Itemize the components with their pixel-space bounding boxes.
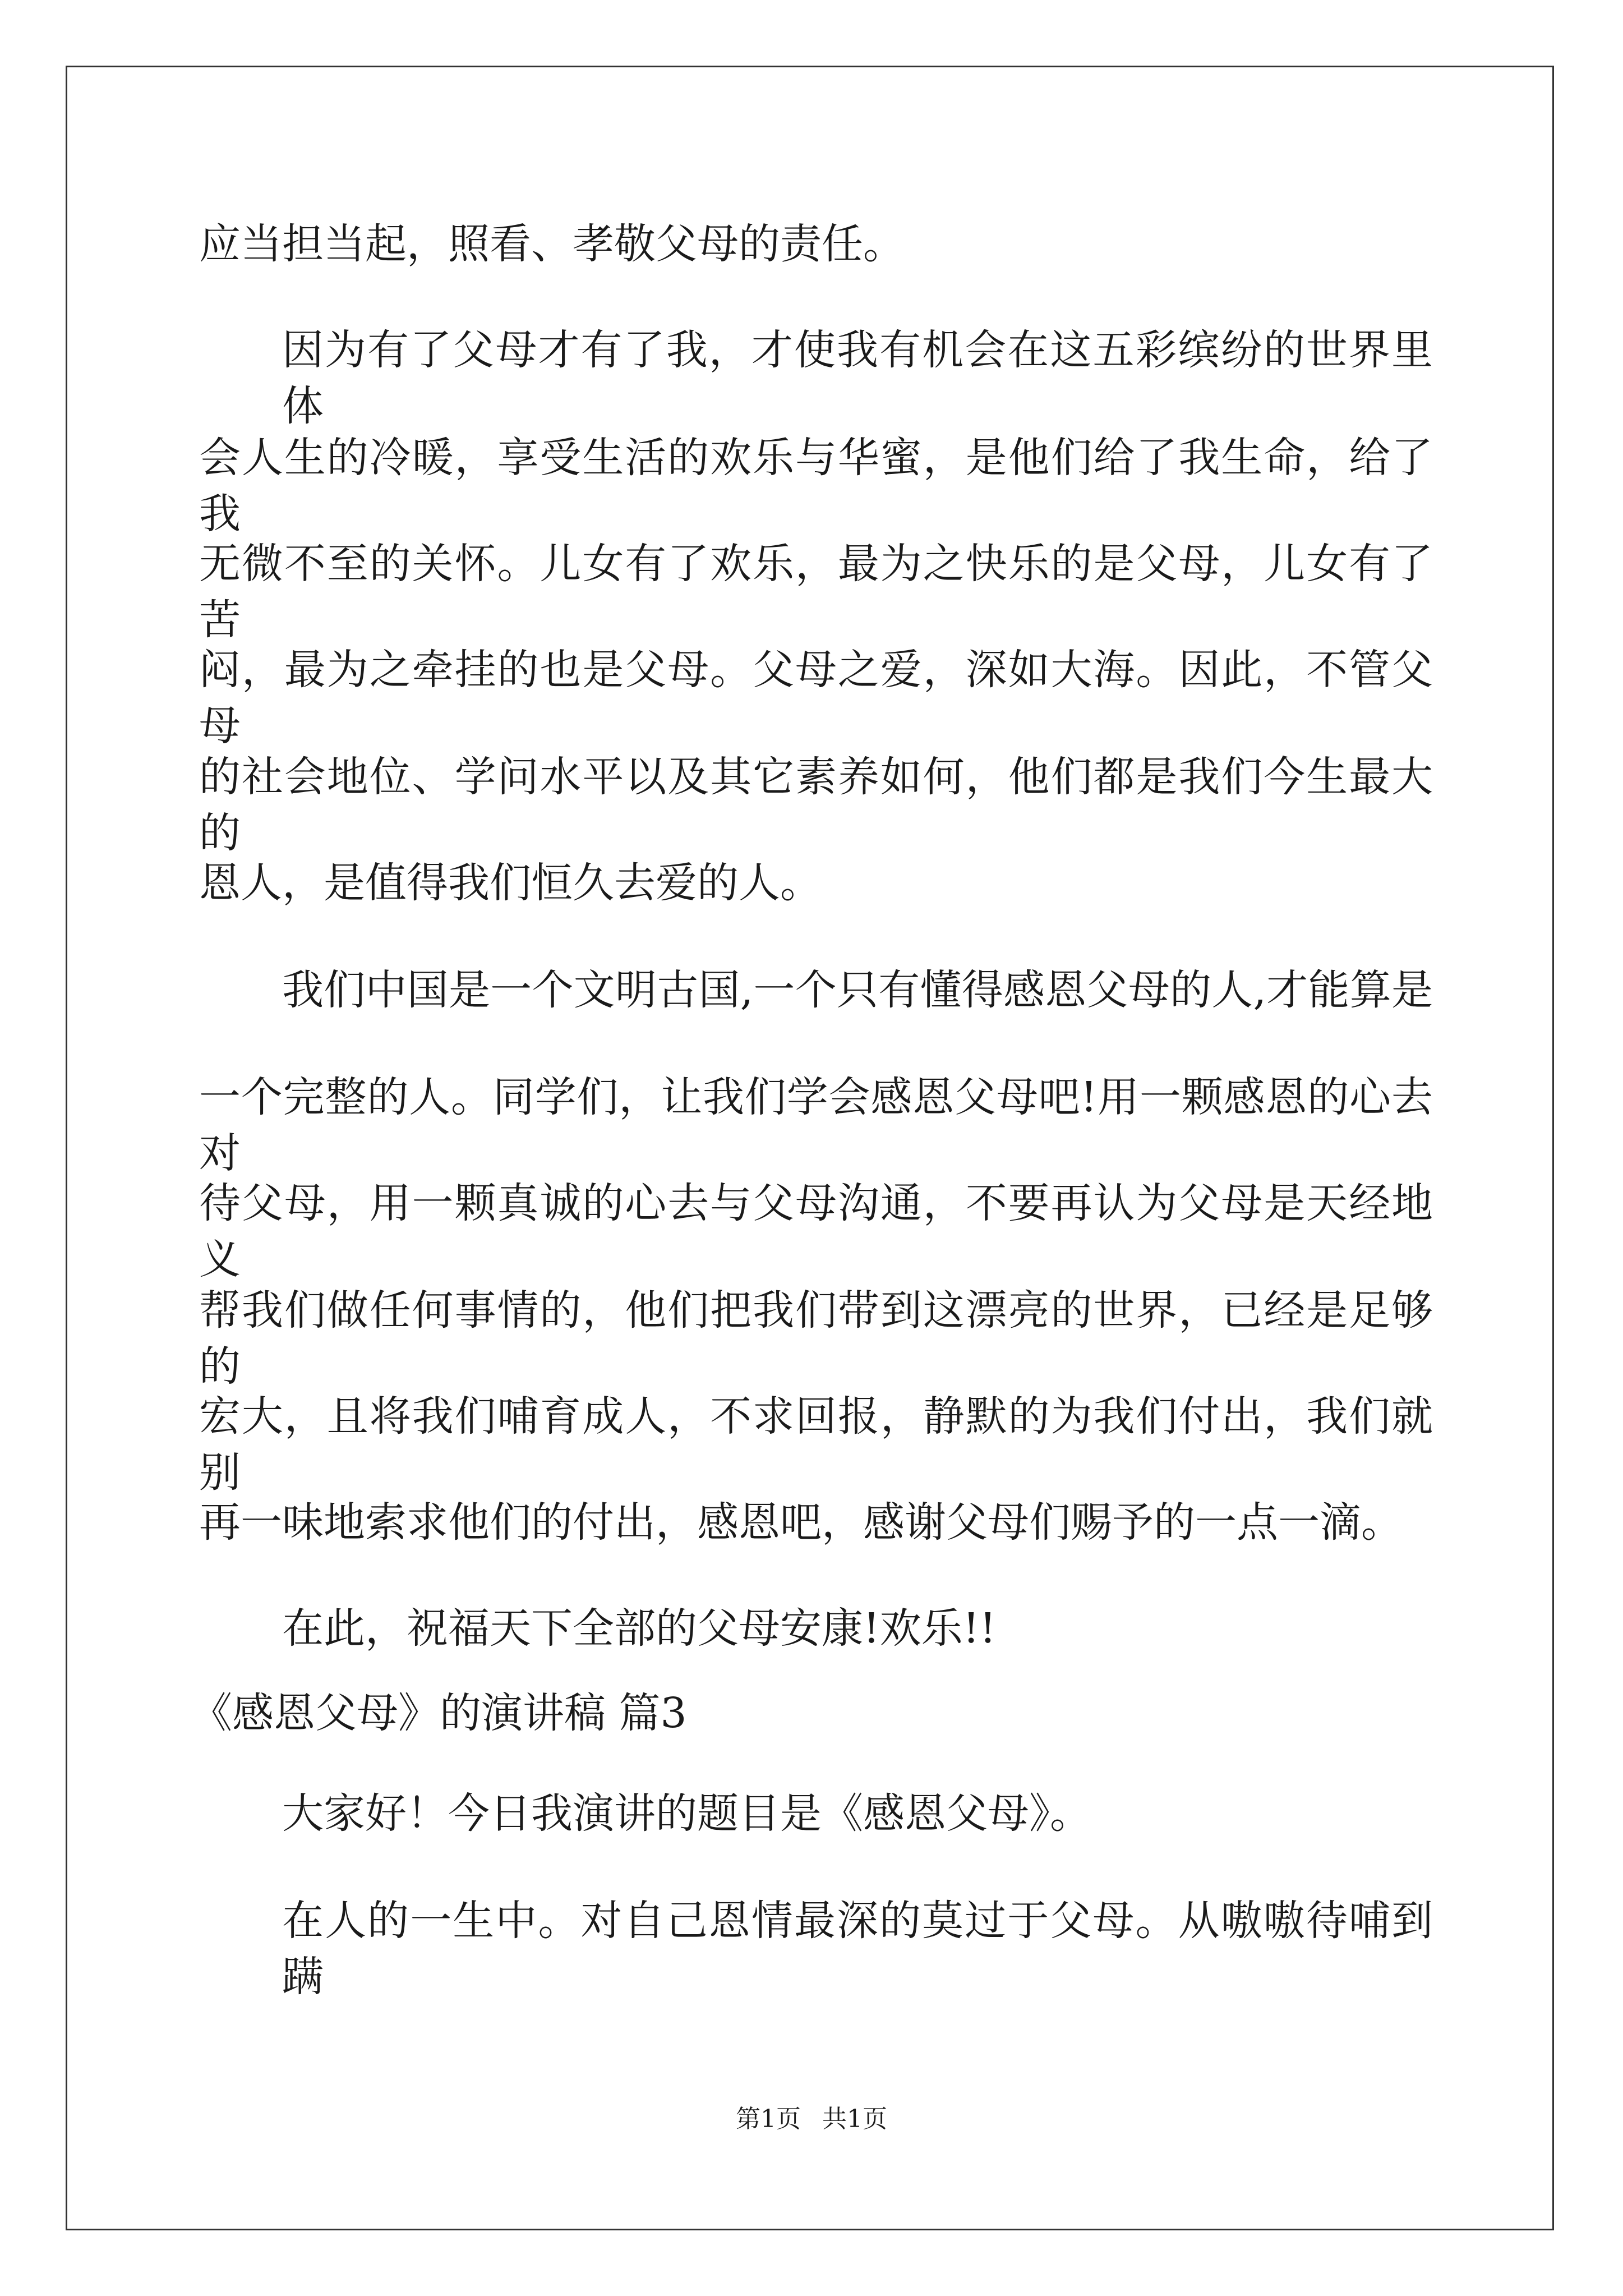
paragraph-first-line: 在此，祝福天下全部的父母安康!欢乐!! [282, 1604, 997, 1653]
section-heading: 《感恩父母》的演讲稿 篇3 [191, 1689, 687, 1737]
paragraph-first-line: 大家好！今日我演讲的题目是《感恩父母》。 [282, 1789, 1091, 1838]
text-line: 会人生的冷暖，享受生活的欢乐与华蜜，是他们给了我生命，给了我 [199, 434, 1433, 538]
text-line: 帮我们做任何事情的，他们把我们带到这漂亮的世界，已经是足够的 [199, 1286, 1433, 1391]
page-footer [0, 2102, 1623, 2136]
text-line: 恩人，是值得我们恒久去爱的人。 [199, 859, 822, 907]
page-total: 共1页 [822, 2105, 887, 2133]
paragraph-first-line: 我们中国是一个文明古国,一个只有懂得感恩父母的人,才能算是 [282, 966, 1433, 1014]
text-line: 待父母，用一颗真诚的心去与父母沟通，不要再认为父母是天经地义 [199, 1179, 1433, 1283]
text-line: 一个完整的人。同学们，让我们学会感恩父母吧!用一颗感恩的心去对 [199, 1073, 1433, 1177]
paragraph-first-line: 在人的一生中。对自己恩情最深的莫过于父母。从嗷嗷待哺到蹒 [282, 1897, 1433, 2001]
text-line: 宏大，且将我们哺育成人，不求回报，静默的为我们付出，我们就别 [199, 1392, 1433, 1497]
text-line: 再一味地索求他们的付出，感恩吧，感谢父母们赐予的一点一滴。 [199, 1498, 1403, 1547]
text-line: 闷，最为之牵挂的也是父母。父母之爱，深如大海。因此，不管父母 [199, 646, 1433, 750]
text-line: 的社会地位、学问水平以及其它素养如何，他们都是我们今生最大的 [199, 753, 1433, 857]
text-line: 无微不至的关怀。儿女有了欢乐，最为之快乐的是父母，儿女有了苦 [199, 540, 1433, 644]
text-line: 应当担当起，照看、孝敬父母的责任。 [199, 220, 905, 268]
paragraph-first-line: 因为有了父母才有了我，才使我有机会在这五彩缤纷的世界里体 [282, 326, 1433, 430]
page-number: 第1页 [736, 2105, 801, 2133]
